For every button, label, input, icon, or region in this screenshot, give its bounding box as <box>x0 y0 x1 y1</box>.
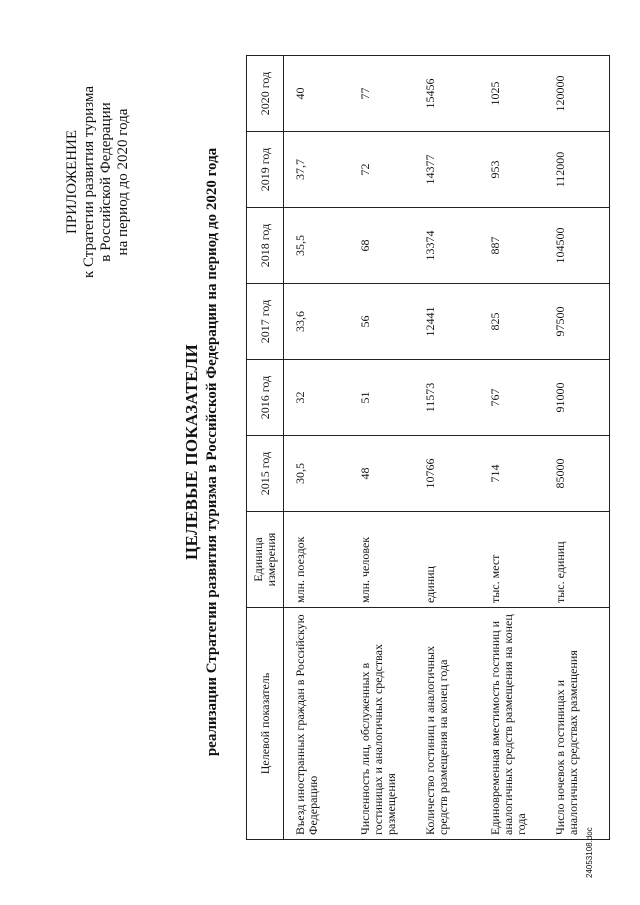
value-cell: 887 <box>479 208 544 284</box>
indicator-cell: Единовременная вместимость гостиниц и аналогичных средств размещения на конец года <box>479 608 544 840</box>
unit-cell: млн. человек <box>349 512 414 608</box>
indicator-cell: Численность лиц, обслуженных в гостиницах и аналогичных средствах размещения <box>349 608 414 840</box>
value-cell: 32 <box>284 360 350 436</box>
indicator-cell: Въезд иностранных граждан в Российскую Федерацию <box>284 608 350 840</box>
value-cell: 15456 <box>414 56 479 132</box>
value-cell: 37,7 <box>284 132 350 208</box>
value-cell: 85000 <box>544 436 610 512</box>
value-cell: 10766 <box>414 436 479 512</box>
value-cell: 11573 <box>414 360 479 436</box>
column-header: 2019 год <box>247 132 284 208</box>
appendix-header <box>64 52 132 312</box>
table-row <box>479 56 544 840</box>
value-cell: 33,6 <box>284 284 350 360</box>
indicators-table <box>246 55 610 840</box>
column-header: Единица измерения <box>247 512 284 608</box>
appendix-label: ПРИЛОЖЕНИЕ <box>64 129 80 235</box>
value-cell: 14377 <box>414 132 479 208</box>
table-header-row <box>247 56 284 840</box>
value-cell: 77 <box>349 56 414 132</box>
value-cell: 112000 <box>544 132 610 208</box>
value-cell: 953 <box>479 132 544 208</box>
document-title: ЦЕЛЕВЫЕ ПОКАЗАТЕЛИ <box>182 343 201 561</box>
indicator-cell: Количество гостиниц и аналогичных средств размещения на конец года <box>414 608 479 840</box>
unit-cell: единиц <box>414 512 479 608</box>
value-cell: 120000 <box>544 56 610 132</box>
table-row <box>284 56 350 840</box>
appendix-line: на период до 2020 года <box>115 108 131 256</box>
value-cell: 97500 <box>544 284 610 360</box>
table-row <box>544 56 610 840</box>
value-cell: 68 <box>349 208 414 284</box>
column-header: 2017 год <box>247 284 284 360</box>
value-cell: 104500 <box>544 208 610 284</box>
column-header: 2020 год <box>247 56 284 132</box>
value-cell: 56 <box>349 284 414 360</box>
value-cell: 35,5 <box>284 208 350 284</box>
table-row <box>414 56 479 840</box>
unit-cell: тыс. единиц <box>544 512 610 608</box>
value-cell: 825 <box>479 284 544 360</box>
value-cell: 12441 <box>414 284 479 360</box>
unit-cell: тыс. мест <box>479 512 544 608</box>
value-cell: 767 <box>479 360 544 436</box>
file-name-label: 24053108.doc <box>585 827 594 878</box>
appendix-line: в Российской Федерации <box>98 102 114 262</box>
value-cell: 40 <box>284 56 350 132</box>
value-cell: 13374 <box>414 208 479 284</box>
document-page <box>40 22 600 882</box>
appendix-line: к Стратегии развития туризма <box>81 85 97 279</box>
value-cell: 714 <box>479 436 544 512</box>
document-subtitle: реализации Стратегии развития туризма в Российской Федерации на период до 2020 года <box>204 147 220 757</box>
value-cell: 48 <box>349 436 414 512</box>
column-header: Целевой показатель <box>247 608 284 840</box>
column-header: 2016 год <box>247 360 284 436</box>
value-cell: 91000 <box>544 360 610 436</box>
table-row <box>349 56 414 840</box>
value-cell: 1025 <box>479 56 544 132</box>
value-cell: 72 <box>349 132 414 208</box>
column-header: 2018 год <box>247 208 284 284</box>
column-header: 2015 год <box>247 436 284 512</box>
unit-cell: млн. поездок <box>284 512 350 608</box>
value-cell: 51 <box>349 360 414 436</box>
value-cell: 30,5 <box>284 436 350 512</box>
indicator-cell: Число ночевок в гостиницах и аналогичных средствах размещения <box>544 608 610 840</box>
